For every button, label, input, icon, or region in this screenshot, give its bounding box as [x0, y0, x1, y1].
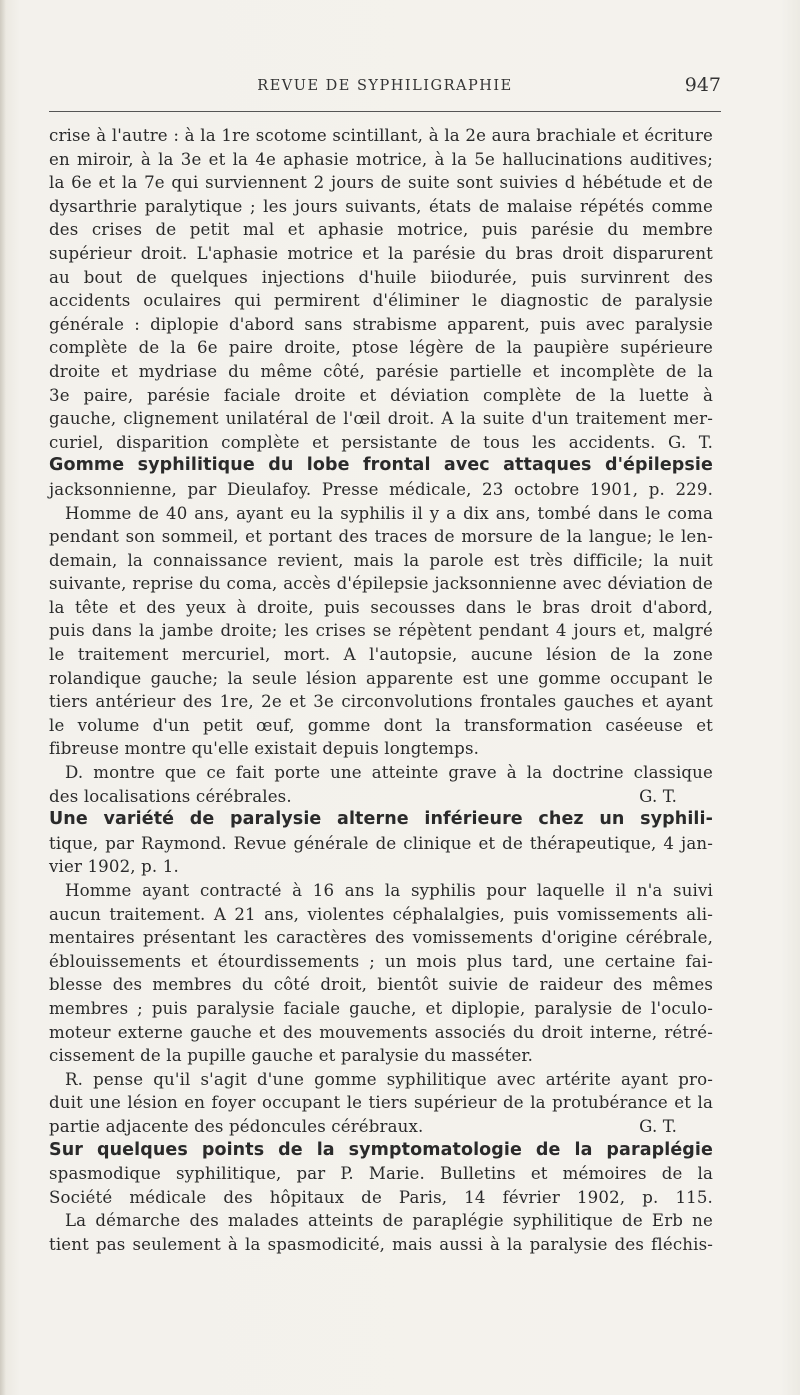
text-line: curiel, disparition complète et persistante de tous les accidents. G. T. — [49, 432, 713, 452]
text-line: complète de la 6e paire droite, ptose légère de la paupière supérieure — [49, 338, 713, 358]
text-line: des crises de petit mal et aphasie motrice, puis parésie du membre — [49, 220, 713, 240]
citation-line: tique, par Raymond. Revue générale de clinique et de thérapeutique, 4 jan- — [49, 833, 713, 853]
text-line: demain, la connaissance revient, mais la parole est très difficile; la nuit — [49, 550, 713, 570]
text-fragment: des localisations cérébrales. — [49, 786, 292, 806]
book-spine-shadow — [0, 0, 6, 1395]
text-line: 3e paire, parésie faciale droite et déviation complète de la luette à — [49, 385, 713, 405]
text-line: membres ; puis paralysie faciale gauche, et diplopie, paralysie de l'oculo- — [49, 998, 713, 1018]
text-line: dysarthrie paralytique ; les jours suivants, états de malaise répétés comme — [49, 196, 713, 216]
text-line: Homme ayant contracté à 16 ans la syphilis pour laquelle il n'a suivi — [65, 881, 713, 900]
citation-line: jacksonnienne, par Dieulafoy. Presse médicale, 23 octobre 1901, p. 229. — [49, 479, 713, 499]
text-line: tiers antérieur des 1re, 2e et 3e circonvolutions frontales gauches et ayant — [49, 692, 713, 712]
section-heading: Une variété de paralysie alterne inférieure chez un syphili- — [49, 809, 713, 830]
header-rule — [49, 111, 721, 112]
text-line: puis dans la jambe droite; les crises se répètent pendant 4 jours et, malgré — [49, 621, 713, 641]
text-line: pendant son sommeil, et portant des traces de morsure de la langue; le len- — [49, 527, 713, 547]
text-line: Homme de 40 ans, ayant eu la syphilis il y a dix ans, tombé dans le coma — [65, 503, 713, 523]
text-line: suivante, reprise du coma, accès d'épilepsie jacksonnienne avec déviation de — [49, 574, 713, 594]
text-line: moteur externe gauche et des mouvements associés du droit interne, rétré- — [49, 1022, 713, 1042]
text-fragment: partie adjacente des pédoncules cérébraux. — [49, 1116, 424, 1136]
text-line: aucun traitement. A 21 ans, violentes céphalalgies, puis vomissements ali- — [49, 904, 713, 924]
text-line: la tête et des yeux à droite, puis secousses dans le bras droit d'abord, — [49, 597, 713, 617]
text-line: droite et mydriase du même côté, parésie partielle et incomplète de la — [49, 361, 713, 381]
text-line: le traitement mercuriel, mort. A l'autopsie, aucune lésion de la zone — [49, 645, 713, 665]
text-line: tient pas seulement à la spasmodicité, mais aussi à la paralysie des fléchis- — [49, 1234, 713, 1254]
text-line: accidents oculaires qui permirent d'éliminer le diagnostic de paralysie — [49, 291, 713, 311]
text-line: le volume d'un petit œuf, gomme dont la transformation caséeuse et — [49, 715, 713, 735]
text-line: La démarche des malades atteints de paraplégie syphilitique de Erb ne — [65, 1211, 713, 1231]
text-line-with-signature — [49, 1115, 713, 1139]
text-line-with-signature — [49, 785, 713, 809]
running-header — [49, 74, 721, 102]
text-line: au bout de quelques injections d'huile biiodurée, puis survinrent des — [49, 267, 713, 287]
citation-line: spasmodique syphilitique, par P. Marie. Bulletins et mémoires de la — [49, 1164, 713, 1184]
section-heading: Gomme syphilitique du lobe frontal avec attaques d'épilepsie — [49, 455, 713, 476]
author-initials: G. T. — [639, 786, 677, 806]
author-initials: G. T. — [639, 1116, 677, 1136]
section-heading: Sur quelques points de la symptomatologie de la paraplégie — [49, 1139, 713, 1160]
text-line: générale : diplopie d'abord sans strabisme apparent, puis avec paralysie — [49, 314, 713, 334]
text-line: blesse des membres du côté droit, bientôt suivie de raideur des mêmes — [49, 975, 713, 995]
journal-title: REVUE DE SYPHILIGRAPHIE — [257, 78, 513, 94]
text-line: cissement de la pupille gauche et paralysie du masséter. — [49, 1046, 534, 1066]
page-number: 947 — [684, 74, 721, 96]
text-line: crise à l'autre : à la 1re scotome scintillant, à la 2e aura brachiale et écriture — [49, 126, 713, 145]
text-line: D. montre que ce fait porte une atteinte grave à la doctrine classique — [65, 763, 713, 783]
text-line: mentaires présentant les caractères des vomissements d'origine cérébrale, — [49, 928, 713, 948]
text-line: duit une lésion en foyer occupant le tiers supérieur de la protubérance et la — [49, 1093, 713, 1113]
text-line: gauche, clignement unilatéral de l'œil droit. A la suite d'un traitement mer- — [49, 409, 713, 429]
text-line: fibreuse montre qu'elle existait depuis longtemps. — [49, 739, 480, 759]
text-line: la 6e et la 7e qui surviennent 2 jours de suite sont suivies d hébétude et de — [49, 173, 713, 193]
citation-line: vier 1902, p. 1. — [49, 857, 179, 877]
text-line: R. pense qu'il s'agit d'une gomme syphilitique avec artérite ayant pro- — [65, 1069, 713, 1089]
text-line: éblouissements et étourdissements ; un mois plus tard, une certaine fai- — [49, 951, 713, 971]
text-line: supérieur droit. L'aphasie motrice et la parésie du bras droit disparurent — [49, 243, 713, 263]
article-body — [49, 124, 713, 1257]
text-line: rolandique gauche; la seule lésion apparente est une gomme occupant le — [49, 668, 713, 688]
citation-line: Société médicale des hôpitaux de Paris, 14 février 1902, p. 115. — [49, 1187, 713, 1207]
text-line: en miroir, à la 3e et la 4e aphasie motrice, à la 5e hallucinations auditives; — [49, 149, 713, 169]
